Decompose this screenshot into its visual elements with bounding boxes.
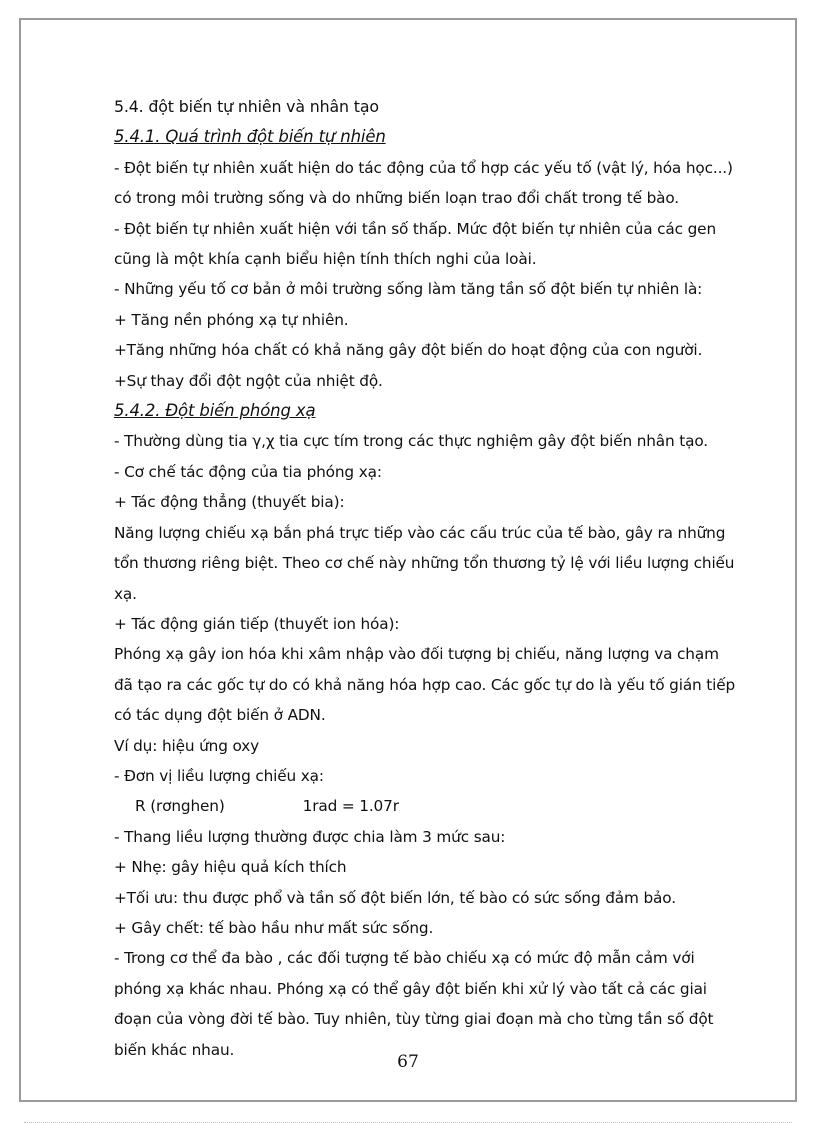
- subsection-title-1: 5.4.1. Quá trình đột biến tự nhiên: [114, 127, 386, 147]
- paragraph: Năng lượng chiếu xạ bắn phá trực tiếp vào các cấu trúc của tế bào, gây ra những tổn thương riêng biệt. Theo cơ chế này những tổn thương tỷ lệ với liều lượng chiếu xạ.: [114, 523, 735, 603]
- paragraph: Phóng xạ gây ion hóa khi xâm nhập vào đối tượng bị chiếu, năng lượng va chạm đã tạo ra các gốc tự do có khả năng hóa hợp cao. Các gốc tự do là yếu tố gián tiếp có tác dụng đột biến ở ADN.: [114, 645, 736, 725]
- unit-name: R (rơnghen): [135, 797, 225, 816]
- subsection-title-2: 5.4.2. Đột biến phóng xạ: [114, 401, 316, 421]
- section-heading: 5.4. đột biến tự nhiên và nhân tạo: [114, 97, 379, 116]
- paragraph: +Tối ưu: thu được phổ và tần số đột biến lớn, tế bào có sức sống đảm bảo.: [114, 888, 676, 907]
- paragraph: - Đột biến tự nhiên xuất hiện với tần số thấp. Mức đột biến tự nhiên của các gen cũng là một khía cạnh biểu hiện tính thích nghi của loài.: [114, 219, 716, 269]
- paragraph: +Tăng những hóa chất có khả năng gây đột biến do hoạt động của con người.: [114, 341, 703, 360]
- paragraph: - Đột biến tự nhiên xuất hiện do tác động của tổ hợp các yếu tố (vật lý, hóa học...) có trong môi trường sống và do những biến loạn trao đổi chất trong tế bào.: [114, 158, 733, 208]
- paragraph: - Cơ chế tác động của tia phóng xạ:: [114, 462, 382, 481]
- unit-conversion: 1rad = 1.07r: [302, 797, 399, 816]
- document-body: [114, 92, 742, 1065]
- paragraph: - Những yếu tố cơ bản ở môi trường sống làm tăng tần số đột biến tự nhiên là:: [114, 280, 703, 299]
- page-number: 67: [397, 1052, 419, 1072]
- paragraph: Ví dụ: hiệu ứng oxy: [114, 736, 260, 755]
- paragraph: + Tác động thẳng (thuyết bia):: [114, 493, 345, 512]
- paragraph: + Gây chết: tế bào hầu như mất sức sống.: [114, 918, 434, 937]
- paragraph: + Tác động gián tiếp (thuyết ion hóa):: [114, 614, 400, 633]
- paragraph: - Thường dùng tia γ,χ tia cực tím trong các thực nghiệm gây đột biến nhân tạo.: [114, 432, 709, 451]
- paragraph: + Tăng nền phóng xạ tự nhiên.: [114, 310, 349, 329]
- paragraph: - Trong cơ thể đa bào , các đối tượng tế bào chiếu xạ có mức độ mẫn cảm với phóng xạ khác nhau. Phóng xạ có thể gây đột biến khi xử lý vào tất cả các giai đoạn của vòng đời tế bào. Tuy nhiên, tùy từng giai đoạn mà cho từng tần số đột biến khác nhau.: [114, 949, 714, 1059]
- paragraph: +Sự thay đổi đột ngột của nhiệt độ.: [114, 371, 383, 390]
- paragraph: - Thang liều lượng thường được chia làm 3 mức sau:: [114, 827, 506, 846]
- paragraph: - Đơn vị liều lượng chiếu xạ:: [114, 766, 324, 785]
- unit-line: [114, 791, 742, 821]
- paragraph: + Nhẹ: gây hiệu quả kích thích: [114, 858, 347, 877]
